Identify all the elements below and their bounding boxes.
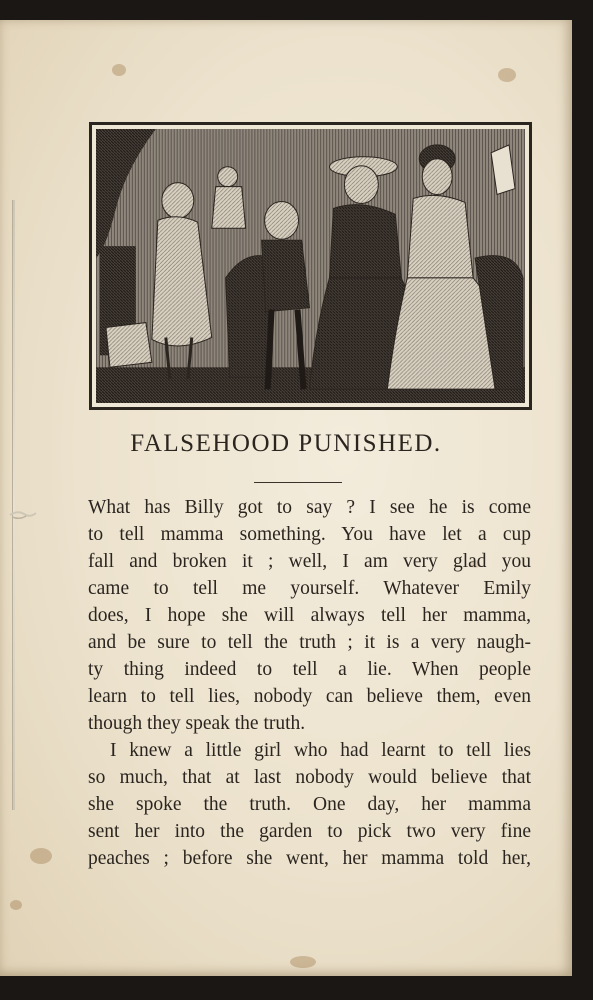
text-line: to tell mamma something. You have let a cup [88,524,531,545]
text-line: peaches ; before she went, her mamma told her, [88,848,531,869]
text-line: sent her into the garden to pick two very fine [88,821,531,842]
text-line: I knew a little girl who had learnt to tell lies [110,740,531,761]
text-line: What has Billy got to say ? I see he is come [88,497,531,518]
chapter-title: FALSEHOOD PUNISHED. [130,430,442,457]
text-line: so much, that at last nobody would believe that [88,767,531,788]
text-line: fall and broken it ; well, I am very glad you [88,551,531,572]
paper-stain [30,848,52,864]
binding-thread-knot [8,510,38,520]
engraving-scene [96,129,525,403]
binding-thread [12,200,15,810]
text-line: ty thing indeed to tell a lie. When people [88,659,531,680]
paper-stain [10,900,22,910]
text-line: learn to tell lies, nobody can believe them, even [88,686,531,707]
text-line: does, I hope she will always tell her mamma, [88,605,531,626]
text-line: came to tell me yourself. Whatever Emily [88,578,531,599]
text-line: though they speak the truth. [88,713,306,734]
text-line: she spoke the truth. One day, her mamma [88,794,531,815]
engraving-illustration [89,122,532,410]
book-page [0,20,572,976]
story-text [88,494,531,872]
paper-stain [112,64,126,76]
text-line: and be sure to tell the truth ; it is a very naugh- [88,632,531,653]
title-divider [254,482,342,483]
paper-stain [290,956,316,968]
paper-stain [498,68,516,82]
